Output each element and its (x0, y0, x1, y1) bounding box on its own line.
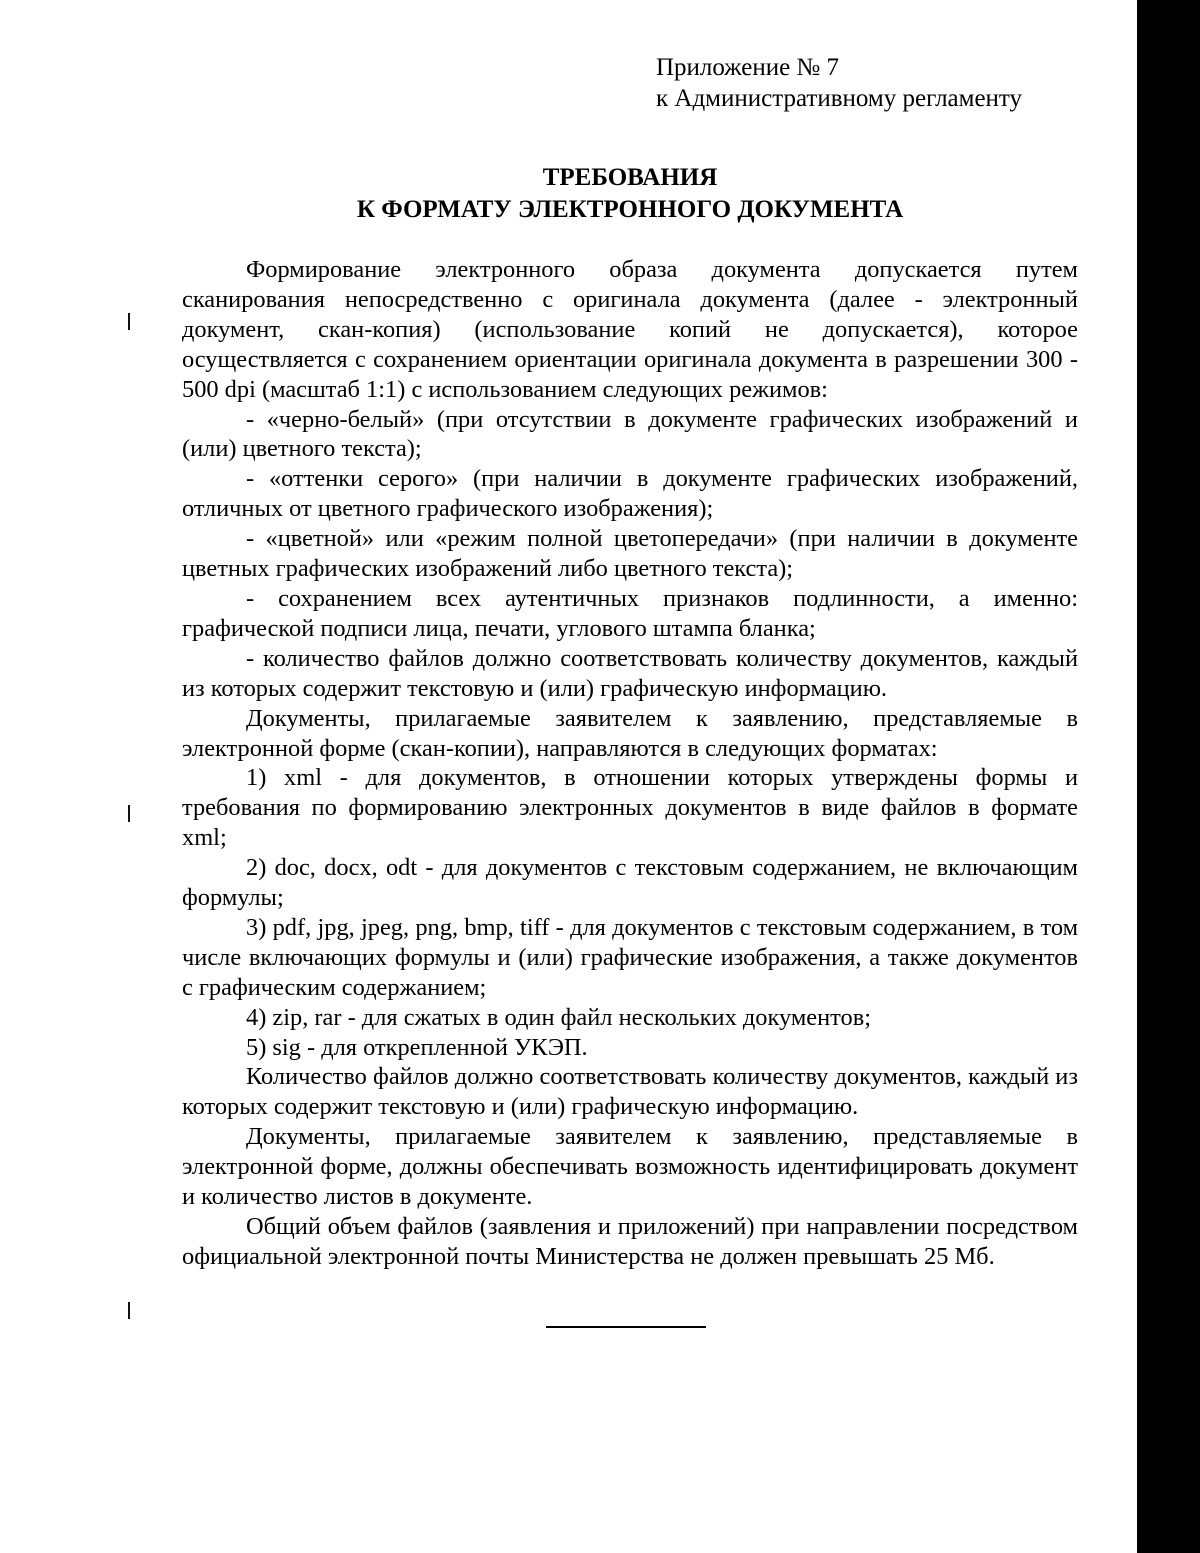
body-paragraph: - «цветной» или «режим полной цветопередачи» (при наличии в документе цветных графических изображений либо цветного текста); (182, 525, 1078, 583)
body-paragraph: Количество файлов должно соответствовать количеству документов, каждый из которых содержит текстовую и (или) графическую информацию. (182, 1063, 1078, 1121)
document-body (182, 255, 1078, 1272)
appendix-reference: к Административному регламенту (656, 85, 1023, 112)
appendix-number: Приложение № 7 (656, 54, 840, 81)
scan-artifact (128, 805, 130, 822)
scan-artifact (128, 313, 130, 330)
document-title (180, 162, 1080, 226)
body-paragraph: 3) pdf, jpg, jpeg, png, bmp, tiff - для документов с текстовым содержанием, в том числе включающих формулы и (или) графические изображения, а также документов с графическим содержанием; (182, 913, 1078, 1001)
body-paragraph: - «черно-белый» (при отсутствии в документе графических изображений и (или) цветного текста); (182, 405, 1078, 463)
appendix-header (656, 52, 1022, 114)
scan-artifact (128, 1302, 130, 1319)
body-paragraph: 1) xml - для документов, в отношении которых утверждены формы и требования по формированию электронных документов в виде файлов в формате xml; (182, 764, 1078, 852)
body-paragraph: - «оттенки серого» (при наличии в документе графических изображений, отличных от цветного графического изображения); (182, 465, 1078, 523)
body-paragraph: 4) zip, rar - для сжатых в один файл нескольких документов; (246, 1003, 871, 1031)
body-paragraph: Общий объем файлов (заявления и приложений) при направлении посредством официальной электронной почты Министерства не должен превышать 25 Мб. (182, 1213, 1078, 1270)
body-paragraph: - количество файлов должно соответствовать количеству документов, каждый из которых содержит текстовую и (или) графическую информацию. (182, 644, 1078, 702)
title-line-1: ТРЕБОВАНИЯ (542, 164, 718, 191)
title-line-2: К ФОРМАТУ ЭЛЕКТРОННОГО ДОКУМЕНТА (356, 196, 904, 223)
end-divider (546, 1326, 706, 1328)
body-paragraph: Документы, прилагаемые заявителем к заявлению, представляемые в электронной форме, должны обеспечивать возможность идентифицировать документ и количество листов в документе. (182, 1123, 1078, 1211)
body-paragraph: 5) sig - для открепленной УКЭП. (246, 1033, 588, 1061)
body-paragraph: Документы, прилагаемые заявителем к заявлению, представляемые в электронной форме (скан-копии), направляются в следующих форматах: (182, 704, 1078, 762)
body-paragraph: Формирование электронного образа документа допускается путем сканирования непосредственно с оригинала документа (далее - электронный документ, скан-копия) (использование копий не допускается), которое осуществляется с сохранением ориентации оригинала документа в разрешении 300 - 500 dpi (масштаб 1:1) с использованием следующих режимов: (182, 256, 1078, 403)
scan-border (1137, 0, 1200, 1553)
body-paragraph: 2) doc, docx, odt - для документов с текстовым содержанием, не включающим формулы; (182, 854, 1078, 912)
body-paragraph: - сохранением всех аутентичных признаков подлинности, а именно: графической подписи лица, печати, углового штампа бланка; (182, 584, 1078, 642)
